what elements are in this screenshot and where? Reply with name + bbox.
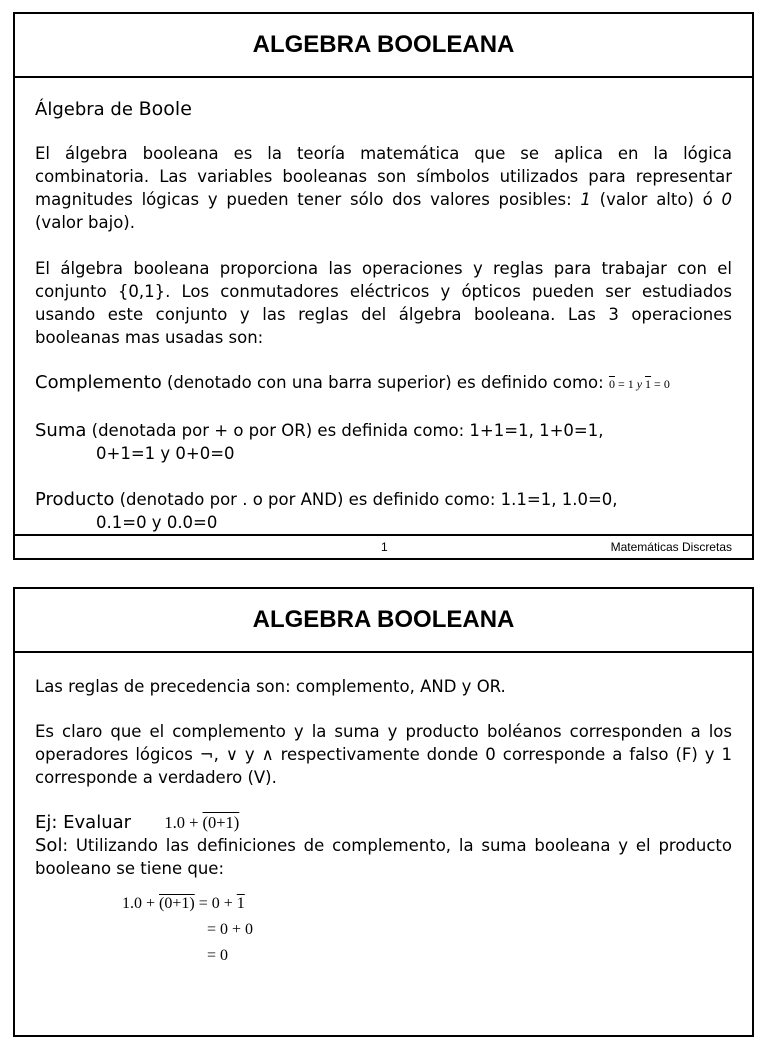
value-zero: 0: [721, 190, 732, 209]
slide-body: [15, 98, 752, 534]
para1-text-c: (valor bajo).: [35, 213, 135, 232]
equation-line-3: = 0: [207, 947, 229, 964]
suma-definition: [35, 419, 732, 465]
complemento-formula: 0 = 1 y 1 = 0: [608, 377, 670, 391]
paragraph-definition: [35, 142, 732, 234]
solution-paragraph: [35, 834, 732, 880]
paragraph-operators: Es claro que el complemento y la suma y producto boléanos corresponden a los operadores lógicos ¬, ∨ y ∧ respectivamente donde 0 corresponde a falso (F) y 1 corresponde a verdadero (V).: [35, 722, 732, 787]
slide-2: [13, 587, 754, 1037]
example-label: Ej: Evaluar: [35, 812, 132, 833]
equation-line-1: 1.0 + (0+1) = 0 + 1: [122, 895, 245, 912]
producto-definition: [35, 488, 732, 534]
heading-text-b: Boole: [138, 98, 192, 120]
complemento-term: Complemento: [35, 372, 162, 393]
slide-title: ALGEBRA BOOLEANA: [15, 14, 752, 78]
paragraph-operations: El álgebra booleana proporciona las operaciones y reglas para trabajar con el conjunto {0,1}. Los conmutadores eléctricos y ópticos pueden ser estudiados usando este conjunto y las reglas del álgebra booleana. Las 3 operaciones booleanas mas usadas son:: [35, 259, 732, 347]
slide-footer: [15, 534, 752, 558]
suma-text: (denotada por + o por OR) es definida como: 1+1=1, 1+0=1,: [86, 421, 604, 440]
para1-text: El álgebra booleana es la teoría matemática que se aplica en la lógica combinatoria. Las variables booleanas son símbolos utilizados para representar magnitudes lógicas y pueden tener sólo dos valores posibles:: [35, 144, 732, 209]
example-formula: 1.0 + (0+1): [164, 813, 240, 832]
slide-title: ALGEBRA BOOLEANA: [15, 589, 752, 653]
solution-label: Sol: [35, 835, 63, 856]
producto-text: (denotado por . o por AND) es definido como: 1.1=1, 1.0=0,: [114, 490, 618, 509]
solution-text: : Utilizando las definiciones de complemento, la suma booleana y el producto booleano se tiene que:: [35, 836, 732, 878]
slide-body: [15, 675, 752, 982]
section-heading: [35, 98, 732, 121]
slide-1: [13, 12, 754, 560]
solution-equations: [35, 892, 732, 982]
example-line: [35, 811, 732, 834]
page-number: 1: [381, 540, 388, 554]
equation-line-2: = 0 + 0: [207, 921, 254, 938]
producto-text-2: 0.1=0 y 0.0=0: [96, 513, 218, 532]
producto-term: Producto: [35, 489, 115, 510]
para1-text-b: (valor alto) ó: [590, 190, 722, 209]
paragraph-precedence: Las reglas de precedencia son: complemento, AND y OR.: [35, 677, 506, 696]
suma-term: Suma: [35, 420, 87, 441]
complemento-text: (denotado con una barra superior) es definido como:: [161, 373, 604, 392]
suma-text-2: 0+1=1 y 0+0=0: [96, 444, 235, 463]
value-one: 1: [580, 190, 591, 209]
complemento-definition: [35, 371, 732, 396]
course-name: Matemáticas Discretas: [610, 540, 732, 554]
heading-text-a: Álgebra de: [35, 99, 139, 120]
